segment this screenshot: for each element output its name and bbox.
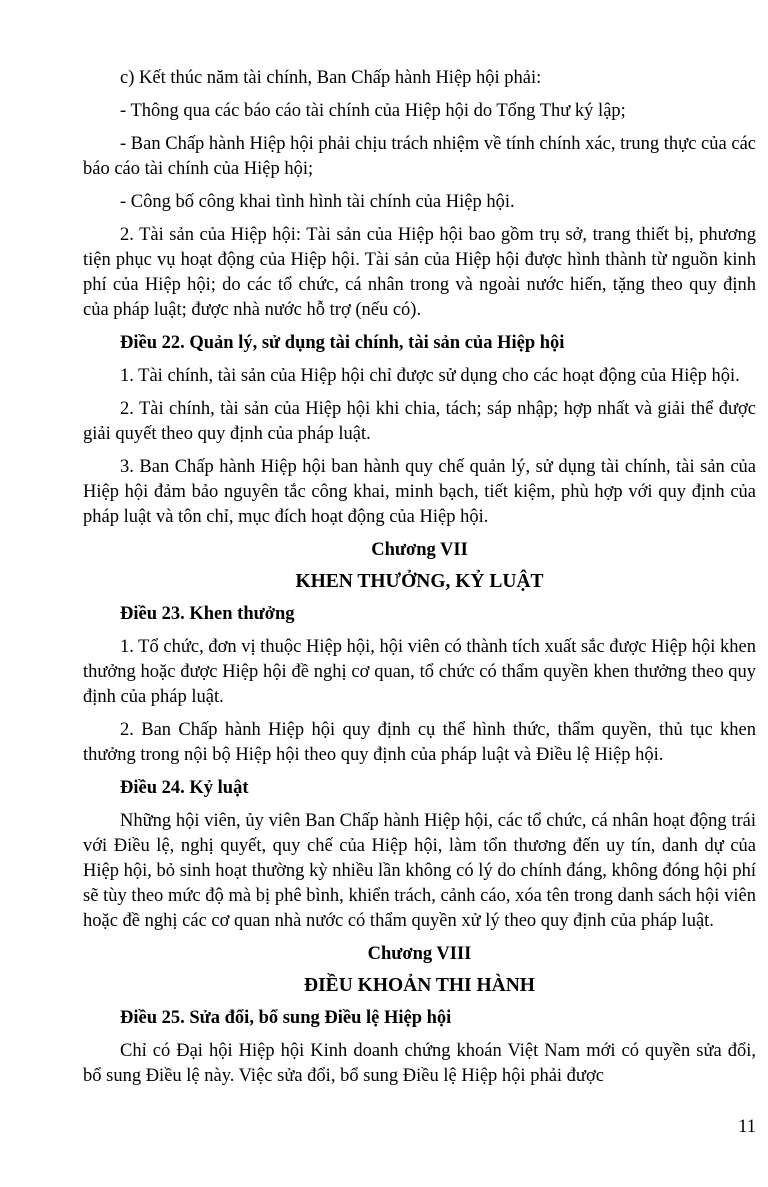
page-number: 11 [738, 1117, 756, 1137]
paragraph: 1. Tổ chức, đơn vị thuộc Hiệp hội, hội viên có thành tích xuất sắc được Hiệp hội khen thưởng hoặc được Hiệp hội đề nghị cơ quan, tổ chức có thẩm quyền khen thưởng theo quy định của pháp luật. [83, 637, 756, 707]
article-heading: Điều 23. Khen thưởng [120, 604, 295, 624]
chapter-heading: Chương VIII [367, 944, 472, 964]
paragraph: - Thông qua các báo cáo tài chính của Hiệp hội do Tổng Thư ký lập; [120, 101, 626, 121]
paragraph: Chỉ có Đại hội Hiệp hội Kinh doanh chứng khoán Việt Nam mới có quyền sửa đổi, bổ sung Điều lệ này. Việc sửa đổi, bổ sung Điều lệ Hiệp hội phải được [83, 1041, 756, 1086]
paragraph: 2. Ban Chấp hành Hiệp hội quy định cụ thể hình thức, thẩm quyền, thủ tục khen thưởng trong nội bộ Hiệp hội theo quy định của pháp luật và Điều lệ Hiệp hội. [83, 720, 756, 765]
paragraph: - Công bố công khai tình hình tài chính của Hiệp hội. [120, 192, 515, 212]
article-heading: Điều 24. Kỷ luật [120, 778, 249, 798]
document-page [83, 66, 756, 1097]
paragraph: 2. Tài chính, tài sản của Hiệp hội khi chia, tách; sáp nhập; hợp nhất và giải thể được giải quyết theo quy định của pháp luật. [83, 399, 756, 444]
chapter-heading: Chương VII [371, 540, 468, 560]
chapter-title: ĐIỀU KHOẢN THI HÀNH [304, 975, 535, 996]
paragraph: Những hội viên, ủy viên Ban Chấp hành Hiệp hội, các tổ chức, cá nhân hoạt động trái với Điều lệ, nghị quyết, quy chế của Hiệp hội, làm tổn thương đến uy tín, danh dự của Hiệp hội, bỏ sinh hoạt thường kỳ nhiều lần không có lý do chính đáng, không đóng hội phí sẽ tùy theo mức độ mà bị phê bình, khiển trách, cảnh cáo, xóa tên trong danh sách hội viên hoặc đề nghị các cơ quan nhà nước có thẩm quyền xử lý theo quy định của pháp luật. [83, 811, 756, 931]
article-heading: Điều 22. Quản lý, sử dụng tài chính, tài sản của Hiệp hội [120, 333, 565, 353]
paragraph: - Ban Chấp hành Hiệp hội phải chịu trách nhiệm về tính chính xác, trung thực của các báo cáo tài chính của Hiệp hội; [83, 134, 756, 179]
paragraph: 3. Ban Chấp hành Hiệp hội ban hành quy chế quản lý, sử dụng tài chính, tài sản của Hiệp hội đảm bảo nguyên tắc công khai, minh bạch, tiết kiệm, phù hợp với quy định của pháp luật và tôn chỉ, mục đích hoạt động của Hiệp hội. [83, 457, 756, 527]
chapter-title: KHEN THƯỞNG, KỶ LUẬT [295, 571, 544, 592]
article-heading: Điều 25. Sửa đổi, bổ sung Điều lệ Hiệp hội [120, 1008, 452, 1028]
paragraph: 1. Tài chính, tài sản của Hiệp hội chỉ được sử dụng cho các hoạt động của Hiệp hội. [120, 366, 740, 386]
paragraph: 2. Tài sản của Hiệp hội: Tài sản của Hiệp hội bao gồm trụ sở, trang thiết bị, phương tiện phục vụ hoạt động của Hiệp hội. Tài sản của Hiệp hội được hình thành từ nguồn kinh phí của Hiệp hội; do các tổ chức, cá nhân trong và ngoài nước hiến, tặng theo quy định của pháp luật; được nhà nước hỗ trợ (nếu có). [83, 225, 756, 320]
paragraph: c) Kết thúc năm tài chính, Ban Chấp hành Hiệp hội phải: [120, 68, 542, 88]
